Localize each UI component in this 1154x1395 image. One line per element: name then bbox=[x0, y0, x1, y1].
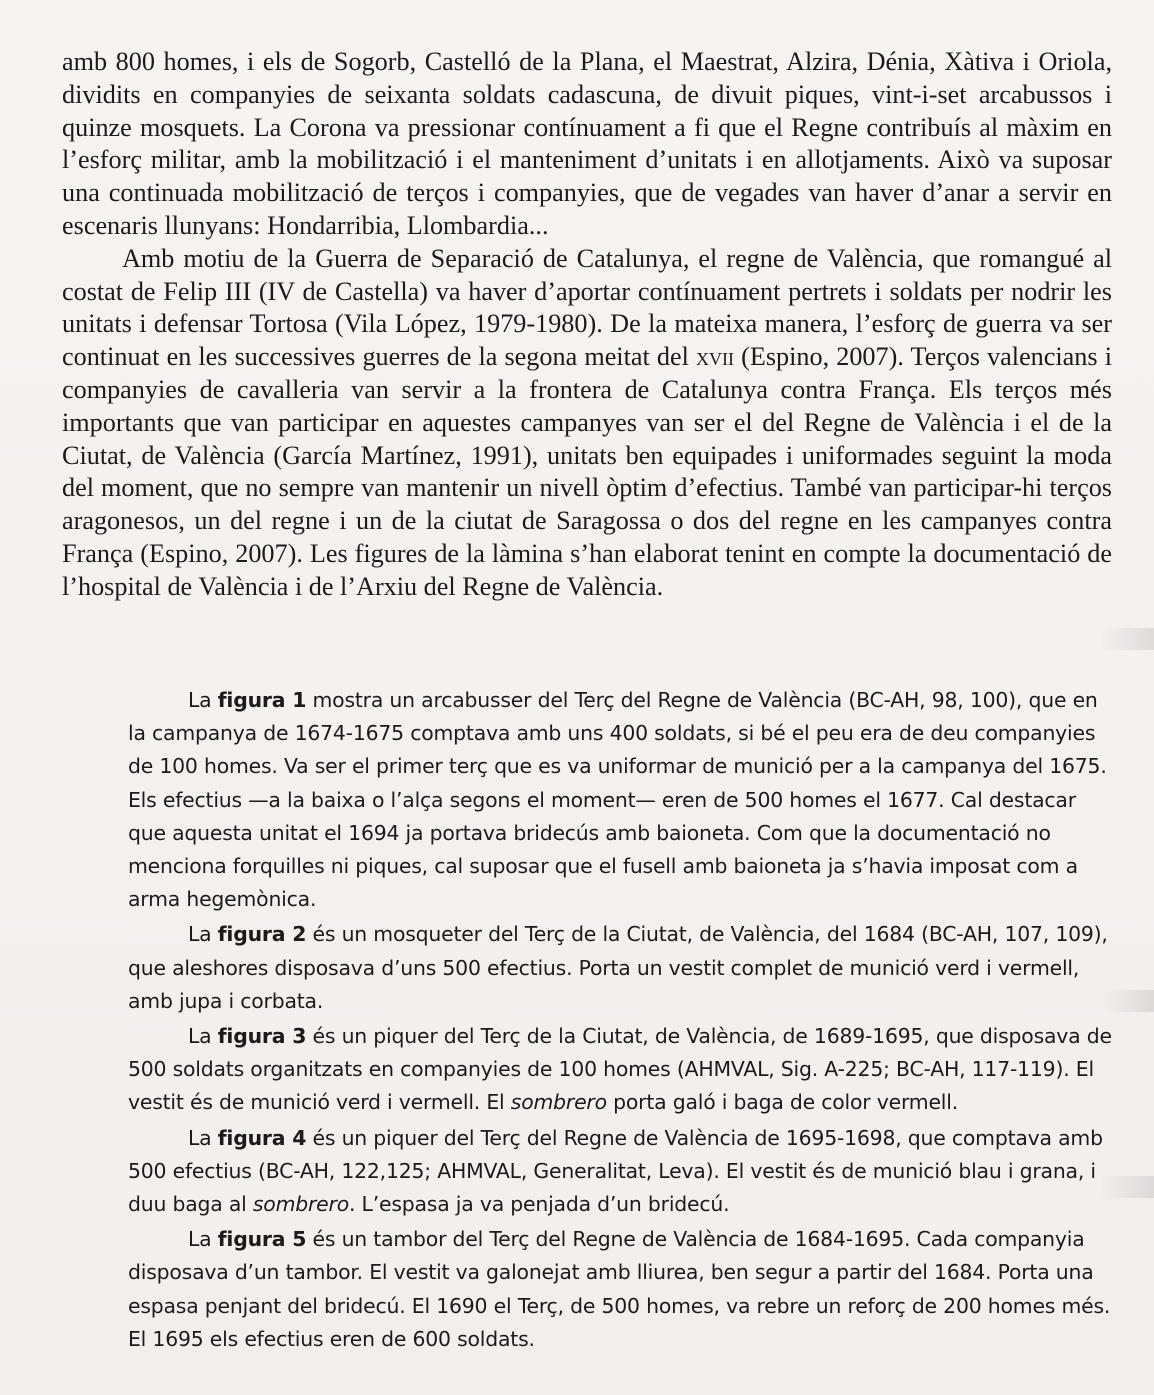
caption-text: és un piquer del Terç del Regne de València de 1695-1698, que comptava amb 500 efectius (BC-AH, 122,125; AHMVAL, Generalitat, Leva). El vestit és de munició blau i grana, i duu baga al bbox=[128, 1125, 1103, 1217]
caption-figura-5 bbox=[128, 1223, 1112, 1356]
caption-text-end: . L’espasa ja va penjada d’un bridecú. bbox=[348, 1192, 730, 1217]
caption-figura-3 bbox=[128, 1020, 1112, 1120]
caption-text: és un tambor del Terç del Regne de València de 1684-1695. Cada companyia disposava d’un tambor. El vestit va galonejat amb lliurea, ben segur a partir del 1684. Porta una espasa penjant del bridecú. El 1690 el Terç, de 500 homes, va rebre un reforç de 200 homes més. El 1695 els efectius eren de 600 soldats. bbox=[128, 1227, 1111, 1351]
caption-figura-1 bbox=[128, 684, 1112, 916]
caption-prefix: La bbox=[188, 1227, 218, 1252]
caption-text: és un piquer del Terç de la Ciutat, de València, de 1689-1695, que disposava de 500 soldats organitzats en companyies de 100 homes (AHMVAL, Sig. A-225; BC-AH, 117-119). El vestit és de munició verd i vermell. El bbox=[128, 1024, 1112, 1115]
caption-figure-ref: figura 3 bbox=[217, 1024, 307, 1049]
bleed-through-shadow bbox=[1100, 1176, 1154, 1198]
caption-prefix: La bbox=[188, 1024, 218, 1049]
caption-italic-term: sombrero bbox=[510, 1090, 607, 1115]
paragraph-2-part-b: (Espino, 2007). Terços valencians i companyies de cavalleria van servir a la frontera de Catalunya contra França. Els terços més importants que van participar en aquestes campanyes van ser el del Regne de València i el de la Ciutat, de València (García Martínez, 1991), unitats ben equipades i uniformades seguint la moda del moment, que no sempre van mantenir un nivell òptim d’efectius. També van participar-hi terços aragonesos, un del regne i un de la ciutat de Saragossa o dos del regne en les campanyes contra França (Espino, 2007). Les figures de la làmina s’han elaborat tenint en compte la documentació de l’hospital de València i de l’Arxiu del Regne de València. bbox=[62, 342, 1112, 601]
caption-figura-4 bbox=[128, 1122, 1112, 1222]
caption-italic-term: sombrero bbox=[252, 1192, 349, 1217]
paragraph-2 bbox=[62, 243, 1112, 604]
caption-prefix: La bbox=[188, 1125, 218, 1150]
caption-prefix: La bbox=[188, 922, 218, 947]
caption-prefix: La bbox=[188, 688, 218, 712]
caption-text: és un mosqueter del Terç de la Ciutat, de València, del 1684 (BC-AH, 107, 109), que aleshores disposava d’uns 500 efectius. Porta un vestit complet de munició verd i vermell, amb jupa i corbata. bbox=[128, 922, 1108, 1013]
caption-figure-ref: figura 1 bbox=[217, 688, 307, 712]
body-text bbox=[62, 46, 1112, 604]
bleed-through-shadow bbox=[1100, 990, 1154, 1012]
caption-text: mostra un arcabusser del Terç del Regne de València (BC-AH, 98, 100), que en la campanya de 1674-1675 comptava amb uns 400 soldats, si bé el peu era de deu companyies de 100 homes. Va ser el primer terç que es va uniformar de munició per a la campanya del 1675. Els efectius —a la baixa o l’alça segons el moment— eren de 500 homes el 1677. Cal destacar que aquesta unitat el 1694 ja portava bridecús amb baioneta. Com que la documentació no menciona forquilles ni piques, cal suposar que el fusell amb baioneta ja s’havia imposat com a arma hegemònica. bbox=[128, 688, 1107, 912]
caption-figura-2 bbox=[128, 918, 1112, 1018]
paragraph-2-part-a: Amb motiu de la Guerra de Separació de Catalunya, el regne de València, que romangué al costat de Felip III (IV de Castella) va haver d’aportar contínuament pertrets i soldats per nodrir les unitats i defensar Tortosa (Vila López, 1979-1980). De la mateixa manera, l’esforç de guerra va ser continuat en les successives guerres de la segona meitat del bbox=[62, 243, 1112, 372]
caption-text-end: porta galó i baga de color vermell. bbox=[606, 1090, 959, 1115]
figure-captions bbox=[128, 684, 1112, 1358]
century-numeral: xvii bbox=[696, 342, 734, 372]
caption-figure-ref: figura 5 bbox=[217, 1227, 307, 1252]
caption-figure-ref: figura 4 bbox=[217, 1125, 307, 1150]
paragraph-1: amb 800 homes, i els de Sogorb, Castelló de la Plana, el Maestrat, Alzira, Dénia, Xàtiva i Oriola, dividits en companyies de seixanta soldats cadascuna, de divuit piques, vint-i-set arcabussos i quinze mosquets. La Corona va pressionar contínuament a fi que el Regne contribuís al màxim en l’esforç militar, amb la mobilització i el manteniment d’unitats i en allotjaments. Això va suposar una continuada mobilització de terços i companyies, que de vegades van haver d’anar a servir en escenaris llunyans: Hondarribia, Llombardia... bbox=[62, 47, 1112, 240]
bleed-through-shadow bbox=[1100, 628, 1154, 650]
caption-figure-ref: figura 2 bbox=[217, 922, 307, 947]
